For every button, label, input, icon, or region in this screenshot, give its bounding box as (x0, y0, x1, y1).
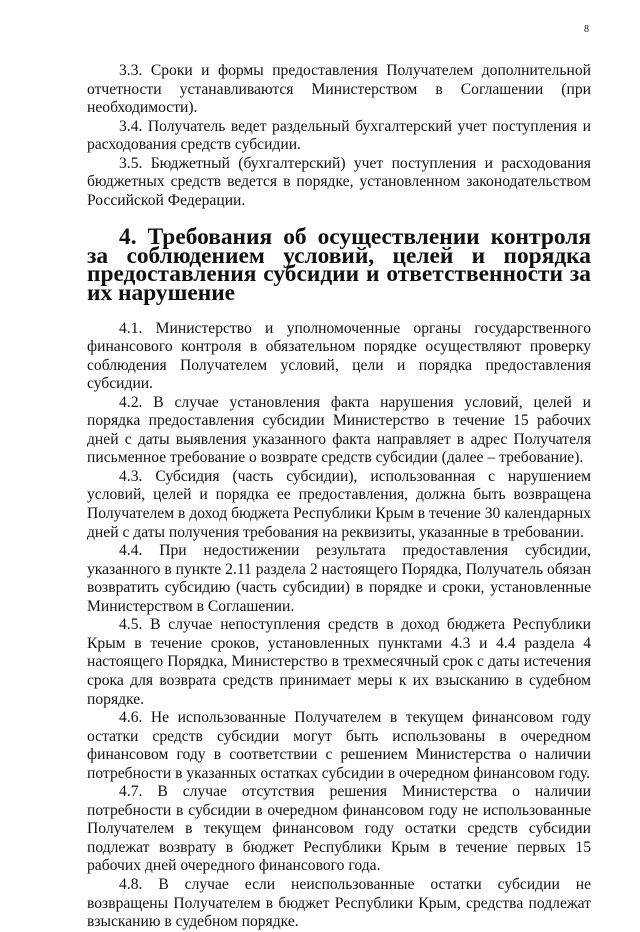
paragraph-number: 4.5. (119, 616, 143, 634)
document-body (87, 62, 591, 932)
paragraph-text: В случае непоступления средств в доход бюджета Республики Крым в течение сроков, установленных пунктами 4.3 и 4.4 раздела 4 настоящего Порядка, Министерство в трехмесячный срок с даты истечения срока для возврата средств принимает меры к их взысканию в судебном порядке. (87, 616, 591, 708)
paragraph-3-5 (87, 155, 591, 211)
paragraph-4-1 (87, 320, 591, 394)
paragraph-number: 4.4. (119, 542, 143, 560)
paragraph-text: Министерство и уполномоченные органы государственного финансового контроля в обязательном порядке осуществляют проверку соблюдения Получателем условий, цели и порядка предоставления субсидии. (87, 319, 591, 393)
paragraph-number: 4.6. (119, 709, 143, 727)
paragraph-4-6 (87, 709, 591, 783)
paragraph-4-3 (87, 468, 591, 542)
paragraph-text: Сроки и формы предоставления Получателем дополнительной отчетности устанавливаются Министерством в Соглашении (при необходимости). (87, 62, 591, 117)
paragraph-number: 3.5. (119, 154, 143, 172)
paragraph-number: 3.4. (119, 117, 143, 135)
section-4-heading: 4. Требования об осуществлении контроля за соблюдением условий, целей и порядка предоставления субсидии и ответственности за их нарушение (87, 224, 591, 307)
paragraph-text: В случае отсутствия решения Министерства о наличии потребности в субсидии в очередном финансовом году не использованные Получателем в текущем финансовом году остатки средств субсидии подлежат возврату в бюджет Республики Крым в течение первых 15 рабочих дней очередного финансового года. (87, 783, 591, 875)
paragraph-text: Субсидия (часть субсидии), использованная с нарушением условий, целей и порядка ее предоставления, должна быть возвращена Получателем в доход бюджета Республики Крым в течение 30 календарных дней с даты получения требования на реквизиты, указанные в требовании. (87, 467, 591, 541)
paragraph-number: 4.8. (119, 875, 143, 893)
paragraph-4-5 (87, 616, 591, 709)
paragraph-4-2 (87, 394, 591, 468)
paragraph-3-4 (87, 118, 591, 155)
paragraph-4-7 (87, 783, 591, 876)
paragraph-number: 3.3. (119, 62, 143, 79)
paragraph-4-8 (87, 876, 591, 932)
paragraph-number: 4.3. (119, 467, 143, 485)
paragraph-4-4 (87, 542, 591, 616)
paragraph-text: Получатель ведет раздельный бухгалтерский учет поступления и расходования средств субсидии. (87, 117, 592, 154)
paragraph-text: Бюджетный (бухгалтерский) учет поступления и расходования бюджетных средств ведется в порядке, установленном законодательством Российской Федерации. (87, 154, 591, 209)
paragraph-text: В случае если неиспользованные остатки субсидии не возвращены Получателем в бюджет Республики Крым, средства подлежат взысканию в судебном порядке. (87, 875, 591, 931)
paragraph-text: Не использованные Получателем в текущем финансовом году остатки средств субсидии могут быть использованы в очередном финансовом году в соответствии с решением Министерства о наличии потребности в указанных остатках субсидии в очередном финансовом году. (87, 709, 591, 782)
section-4 (87, 320, 591, 932)
paragraph-number: 4.1. (119, 319, 143, 337)
paragraph-number: 4.7. (119, 783, 143, 801)
paragraph-text: При недостижении результата предоставления субсидии, указанного в пункте 2.11 раздела 2 настоящего Порядка, Получатель обязан возвратить субсидию (часть субсидии) в порядке и сроки, установленные Министерством в Соглашении. (87, 542, 591, 615)
page-number: 8 (584, 24, 589, 35)
paragraph-text: В случае установления факта нарушения условий, целей и порядка предоставления субсидии Министерство в течение 15 рабочих дней с даты выявления указанного факта направляет в адрес Получателя письменное требование о возврате средств субсидии (далее – требование). (87, 393, 591, 467)
paragraph-number: 4.2. (119, 393, 143, 411)
section-3-continuation (87, 62, 591, 210)
paragraph-3-3 (87, 62, 591, 118)
